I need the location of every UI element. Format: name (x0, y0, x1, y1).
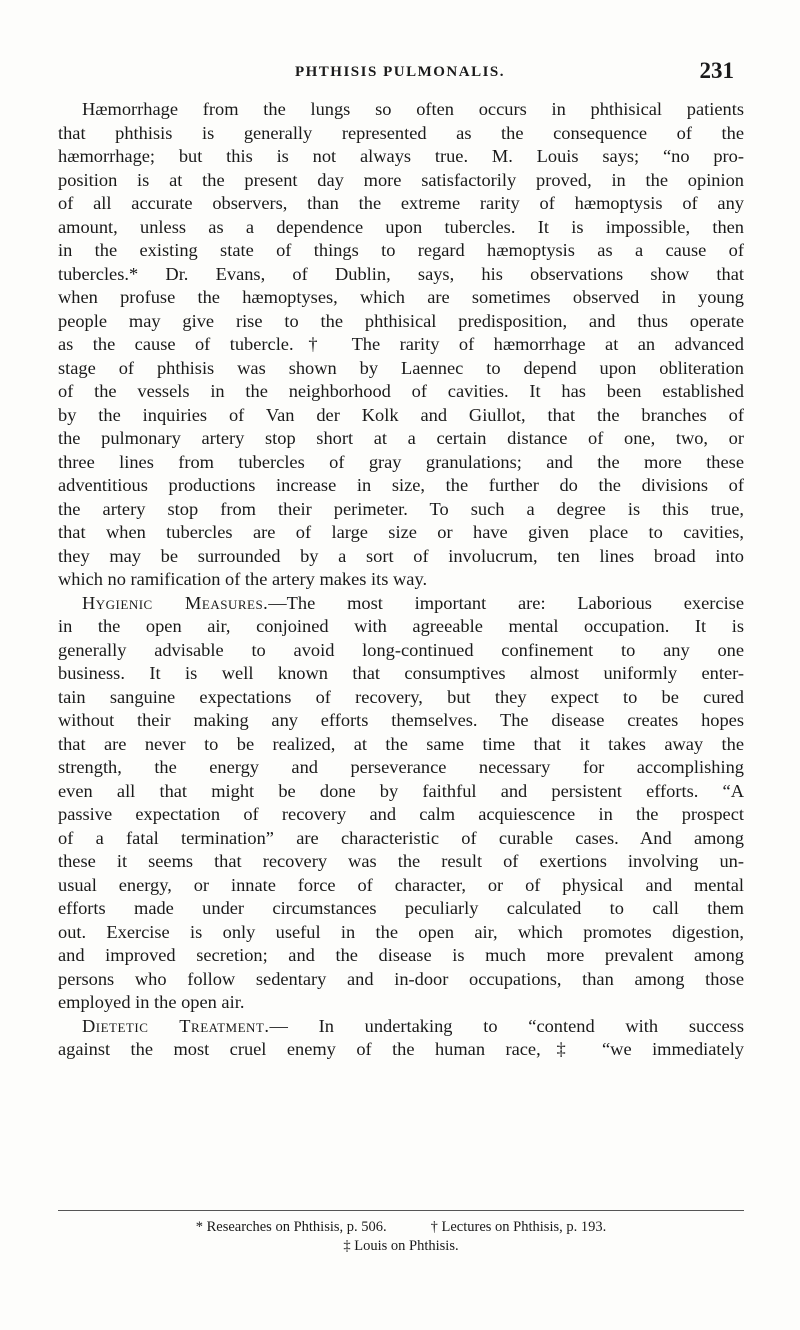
footnote-1: * Researches on Phthisis, p. 506. (195, 1219, 387, 1235)
footnote-2: † Lectures on Phthisis, p. 193. (430, 1219, 607, 1235)
text-line: which no ramification of the artery makes its way. (58, 569, 428, 589)
text-line: the artery stop from their perimeter. To such a degree is this true, (58, 498, 744, 519)
text-line: usual energy, or innate force of character, or of physical and mental (58, 874, 744, 895)
text-line: even all that might be done by faithful and persistent efforts. “A (58, 780, 744, 801)
text-line: adventitious productions increase in size, the further do the divisions of (58, 475, 744, 495)
footnote-row-1 (58, 1218, 744, 1237)
text-line: of the vessels in the neighborhood of cavities. It has been established (58, 381, 744, 401)
page-header (0, 58, 800, 98)
text-line: against the most cruel enemy of the human race,‡ “we immediately (58, 1039, 744, 1059)
running-head: PHTHISIS PULMONALIS. (294, 64, 506, 80)
text-line: employed in the open air. (58, 992, 245, 1012)
text-line: Dietetic Treatment.— In undertaking to “contend with success (82, 1015, 744, 1036)
text-line: amount, unless as a dependence upon tubercles. It is impossible, then (58, 216, 744, 237)
text-line: that are never to be realized, at the same time that it takes away the (58, 733, 744, 754)
text-line: the pulmonary artery stop short at a certain distance of one, two, or (58, 428, 744, 448)
text-line: business. It is well known that consumptives almost uniformly enter- (58, 663, 744, 683)
footnote-row-2 (58, 1237, 744, 1256)
text-line: that phthisis is generally represented as the consequence of the (58, 122, 744, 143)
text-line: stage of phthisis was shown by Laennec to depend upon obliteration (58, 357, 744, 378)
text-line: without their making any efforts themselves. The disease creates hopes (58, 710, 744, 730)
text-line: and improved secretion; and the disease is much more prevalent among (58, 945, 744, 965)
text-line: generally advisable to avoid long-continued confinement to any one (58, 639, 744, 660)
footnotes (58, 1218, 744, 1256)
text-line: when profuse the hæmoptyses, which are sometimes observed in young (58, 287, 744, 307)
text-line: by the inquiries of Van der Kolk and Giullot, that the branches of (58, 404, 744, 425)
text-line: strength, the energy and perseverance necessary for accomplishing (58, 757, 744, 777)
text-line: in the existing state of things to regard hæmoptysis as a cause of (58, 240, 744, 260)
text-line: efforts made under circumstances peculiarly calculated to call them (58, 898, 744, 918)
text-line: out. Exercise is only useful in the open air, which promotes digestion, (58, 921, 744, 942)
text-line: hæmorrhage; but this is not always true. M. Louis says; “no pro- (58, 146, 744, 166)
footnote-rule (58, 1210, 744, 1211)
text-line: passive expectation of recovery and calm acquiescence in the prospect (58, 804, 744, 824)
text-line: Hygienic Measures.—The most important are: Laborious exercise (82, 592, 744, 613)
body-text (58, 98, 744, 1062)
text-line: of a fatal termination” are characteristic of curable cases. And among (58, 827, 744, 848)
text-line: people may give rise to the phthisical predisposition, and thus operate (58, 310, 744, 331)
text-line: in the open air, conjoined with agreeable mental occupation. It is (58, 616, 744, 636)
text-line: three lines from tubercles of gray granulations; and the more these (58, 451, 744, 472)
text-line: tain sanguine expectations of recovery, but they expect to be cured (58, 686, 744, 707)
text-line: persons who follow sedentary and in-door occupations, than among those (58, 968, 744, 989)
text-line: position is at the present day more satisfactorily proved, in the opinion (58, 169, 744, 190)
text-line: as the cause of tubercle.† The rarity of hæmorrhage at an advanced (58, 334, 744, 354)
text-line: of all accurate observers, than the extreme rarity of hæmoptysis of any (58, 193, 744, 213)
text-line: tubercles.* Dr. Evans, of Dublin, says, his observations show that (58, 263, 744, 284)
text-line: they may be surrounded by a sort of involucrum, ten lines broad into (58, 545, 744, 566)
text-line: that when tubercles are of large size or have given place to cavities, (58, 522, 744, 542)
footnote-3: ‡ Louis on Phthisis. (343, 1238, 459, 1254)
text-line: Hæmorrhage from the lungs so often occurs in phthisical patients (82, 99, 744, 119)
text-line: these it seems that recovery was the result of exertions involving un- (58, 851, 744, 871)
page-number: 231 (699, 58, 734, 83)
